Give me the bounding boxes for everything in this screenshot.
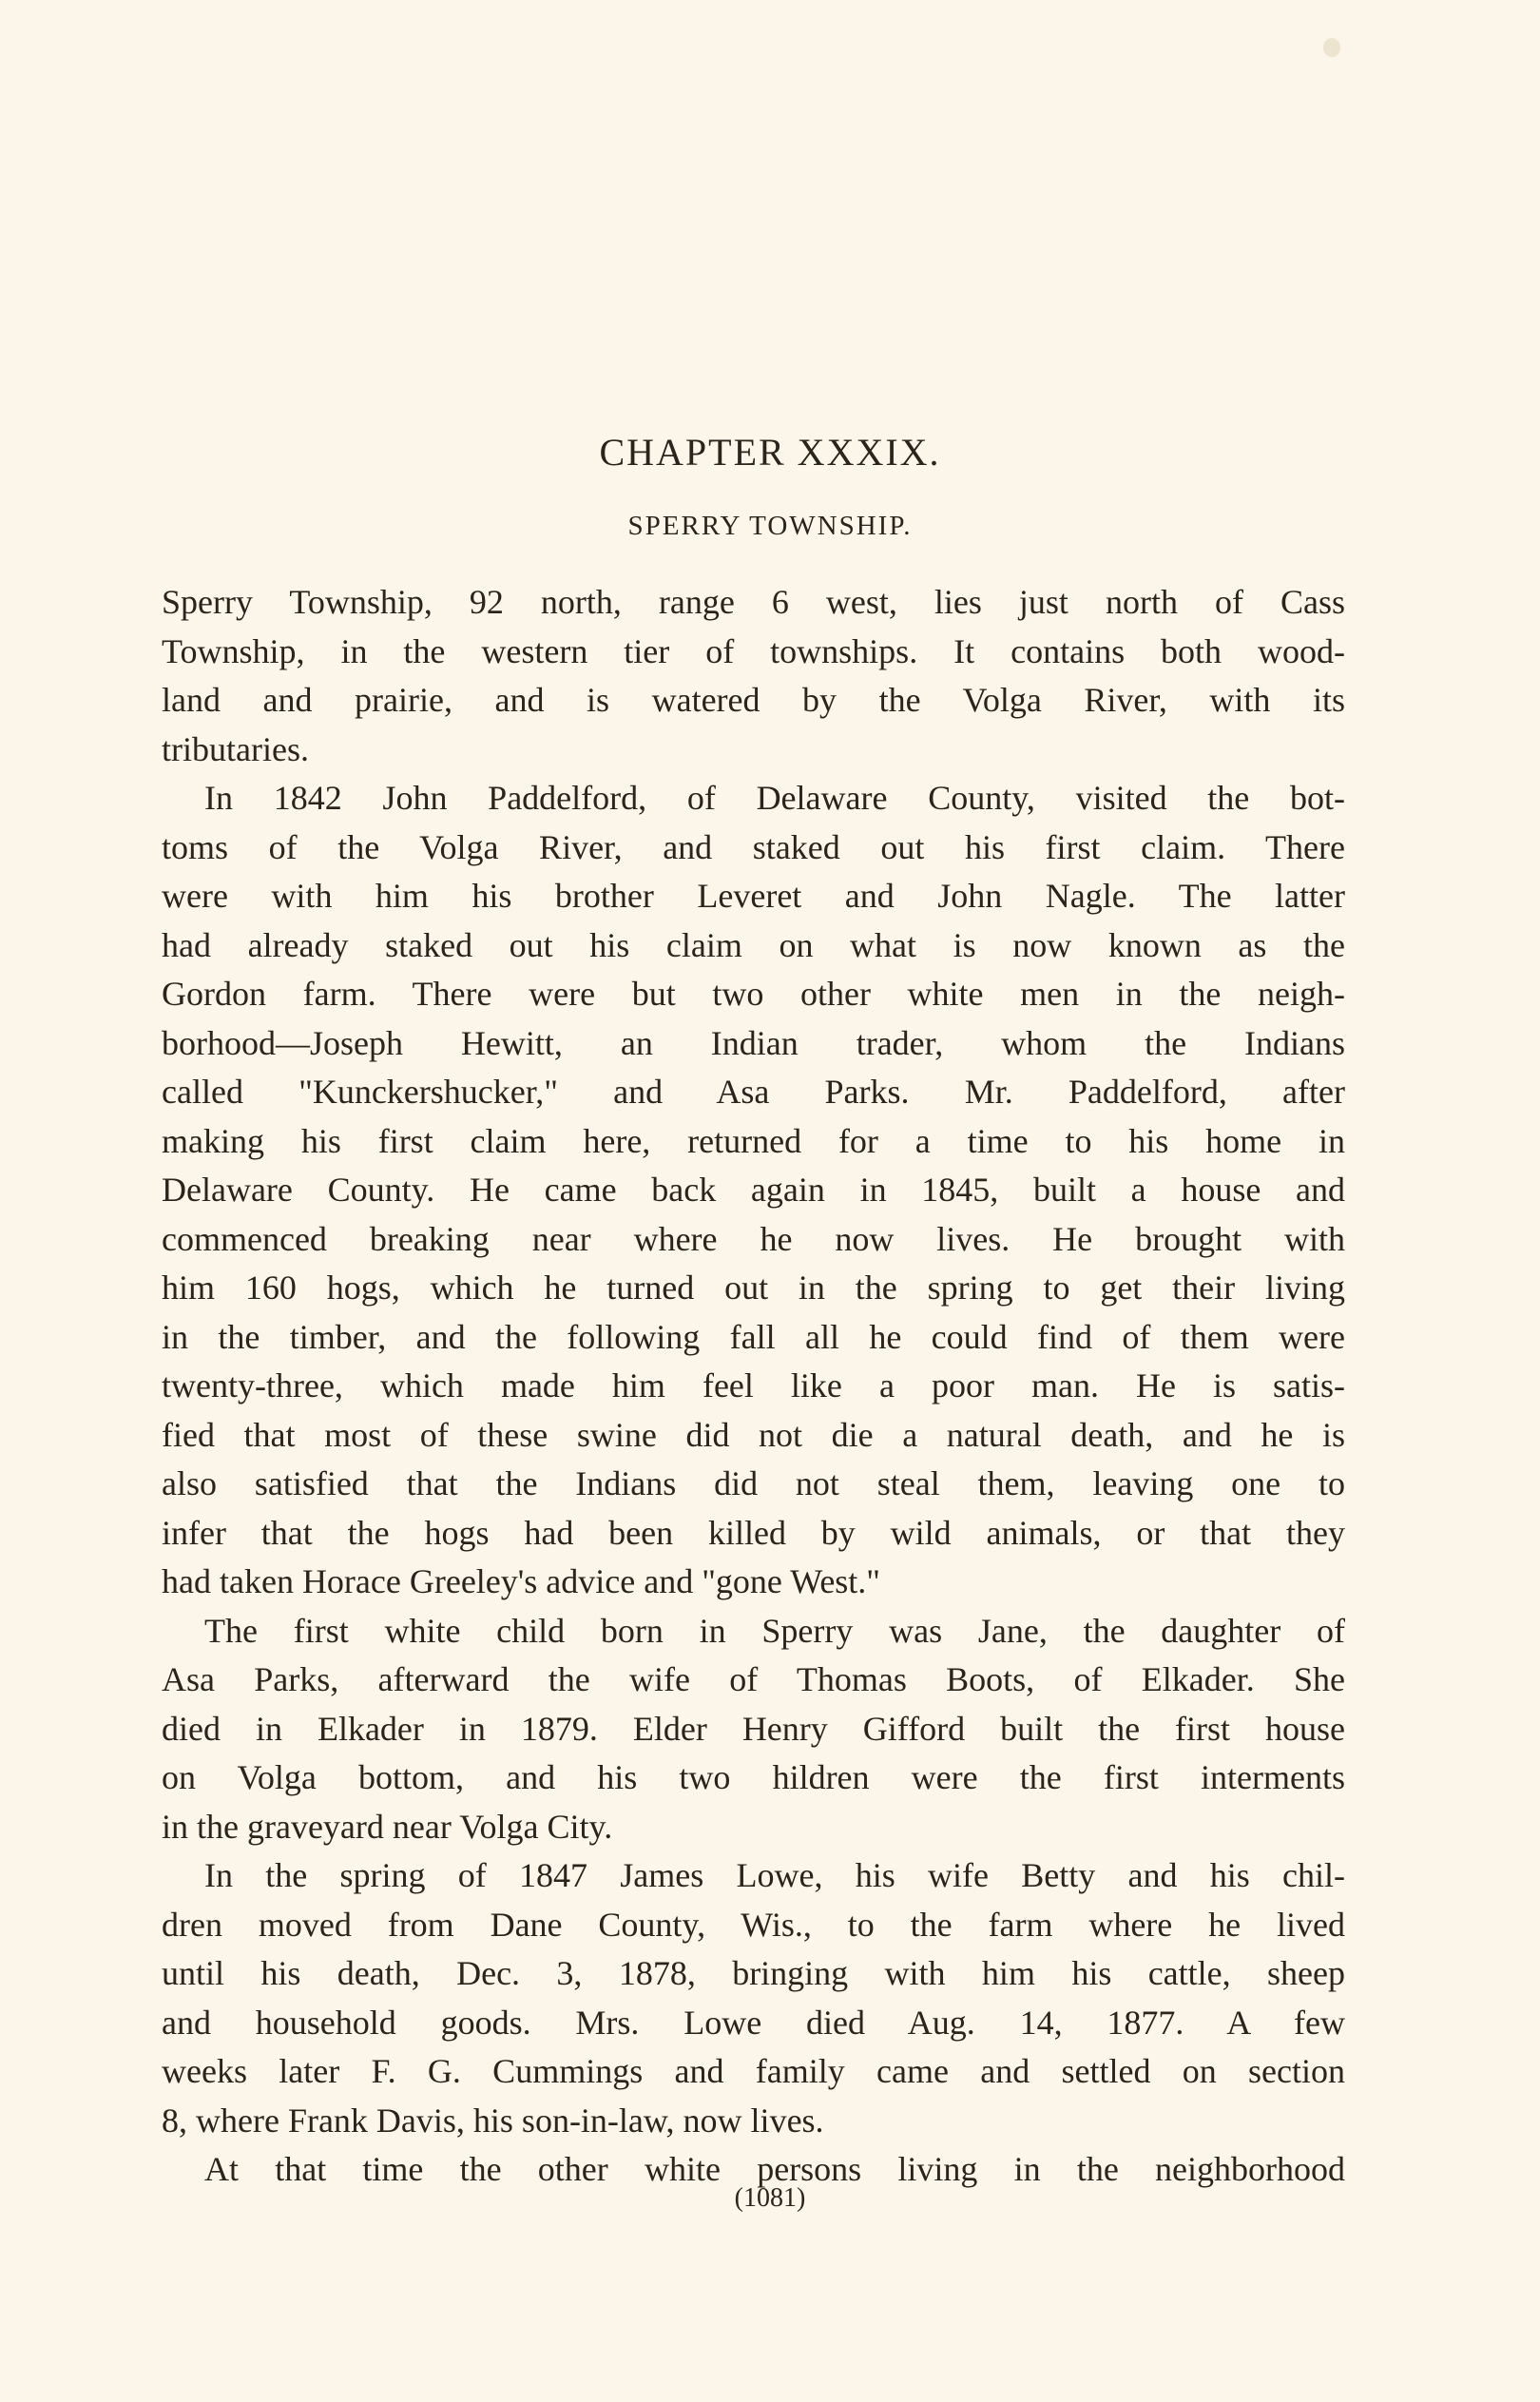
- text-line: borhood—Joseph Hewitt, an Indian trader, whom the Indians: [162, 1023, 1345, 1062]
- text-line: twenty-three, which made him feel like a poor man. He is satis-: [162, 1366, 1345, 1404]
- text-line: infer that the hogs had been killed by wild animals, or that they: [162, 1513, 1345, 1552]
- text-line: weeks later F. G. Cummings and family came and settled on section: [162, 2052, 1345, 2090]
- text-line: had already staked out his claim on what is now known as the: [162, 925, 1345, 964]
- text-line: 8, where Frank Davis, his son-in-law, now lives.: [162, 2101, 824, 2140]
- body-text: [162, 578, 1345, 2195]
- text-line: died in Elkader in 1879. Elder Henry Gifford built the first house: [162, 1709, 1345, 1748]
- text-line: land and prairie, and is watered by the Volga River, with its: [162, 681, 1345, 719]
- section-title: SPERRY TOWNSHIP.: [627, 511, 913, 541]
- text-line: on Volga bottom, and his two hildren were the first interments: [162, 1758, 1345, 1796]
- text-line: and household goods. Mrs. Lowe died Aug. 14, 1877. A few: [162, 2003, 1345, 2042]
- text-line: Township, in the western tier of townships. It contains both wood-: [162, 631, 1345, 670]
- text-line: commenced breaking near where he now lives. He brought with: [162, 1219, 1345, 1258]
- paper-spot: [1323, 38, 1340, 57]
- text-line: Delaware County. He came back again in 1845, built a house and: [162, 1171, 1345, 1209]
- text-line: dren moved from Dane County, Wis., to the farm where he lived: [162, 1905, 1345, 1944]
- text-line: tributaries.: [162, 729, 309, 768]
- chapter-title: CHAPTER XXXIX.: [599, 431, 941, 474]
- text-line: were with him his brother Leveret and John Nagle. The latter: [162, 877, 1345, 915]
- text-line: fied that most of these swine did not die a natural death, and he is: [162, 1415, 1345, 1454]
- text-line: until his death, Dec. 3, 1878, bringing with him his cattle, sheep: [162, 1954, 1345, 1992]
- text-line: Sperry Township, 92 north, range 6 west, lies just north of Cass: [162, 583, 1345, 621]
- text-line: in the graveyard near Volga City.: [162, 1807, 613, 1846]
- text-line: At that time the other white persons living in the neighborhood: [204, 2150, 1345, 2188]
- page-number: (1081): [734, 2183, 806, 2213]
- text-line: in the timber, and the following fall all he could find of them were: [162, 1317, 1345, 1356]
- text-line: The first white child born in Sperry was Jane, the daughter of: [204, 1611, 1345, 1650]
- text-line: had taken Horace Greeley's advice and "gone West.": [162, 1562, 880, 1600]
- text-line: making his first claim here, returned for a time to his home in: [162, 1121, 1345, 1160]
- text-line: Asa Parks, afterward the wife of Thomas Boots, of Elkader. She: [162, 1660, 1345, 1698]
- text-line: In 1842 John Paddelford, of Delaware County, visited the bot-: [204, 779, 1345, 817]
- text-line: called "Kunckershucker," and Asa Parks. Mr. Paddelford, after: [162, 1073, 1345, 1111]
- text-line: him 160 hogs, which he turned out in the spring to get their living: [162, 1269, 1345, 1307]
- text-line: In the spring of 1847 James Lowe, his wife Betty and his chil-: [204, 1856, 1345, 1894]
- text-line: Gordon farm. There were but two other white men in the neigh-: [162, 975, 1345, 1013]
- text-line: also satisfied that the Indians did not steal them, leaving one to: [162, 1464, 1345, 1502]
- text-line: toms of the Volga River, and staked out his first claim. There: [162, 827, 1345, 866]
